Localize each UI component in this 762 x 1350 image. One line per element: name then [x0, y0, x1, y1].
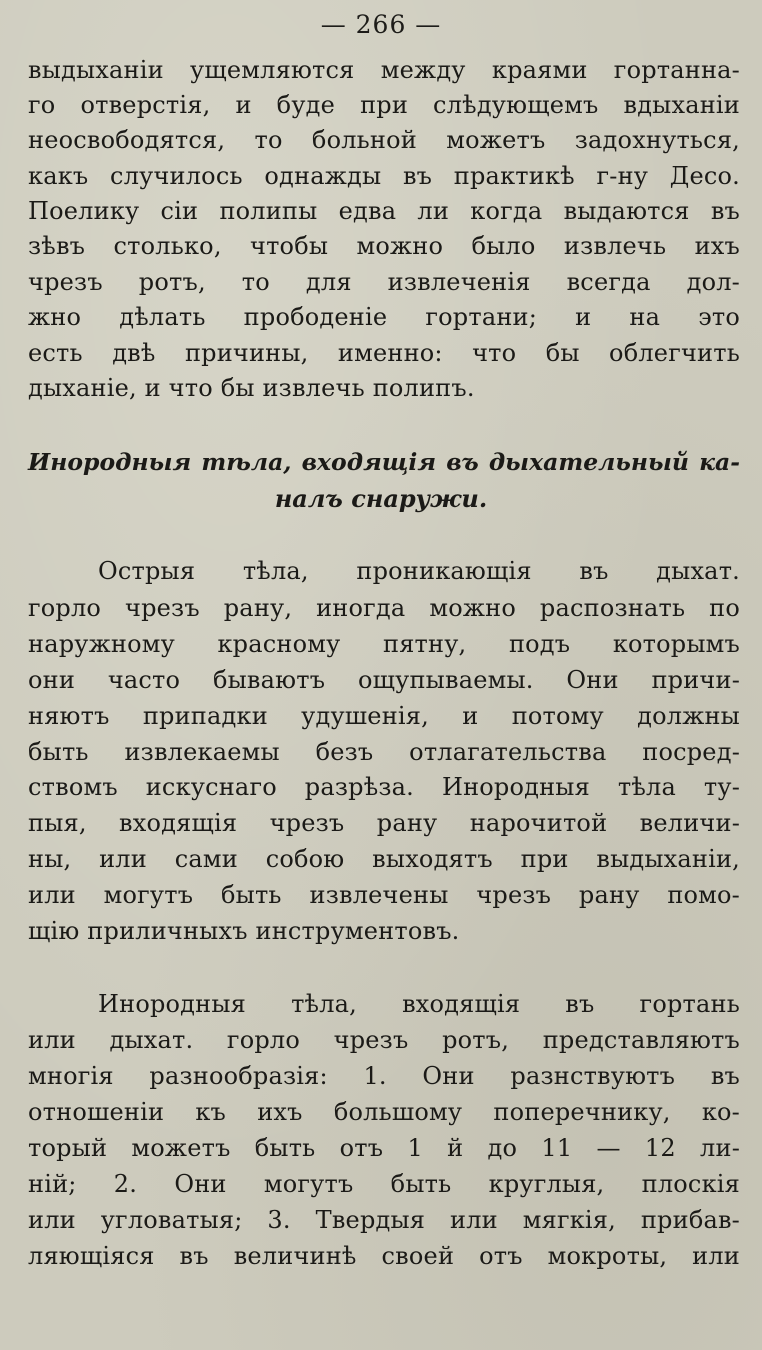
text-line: ствомъ искуснаго разрѣза. Инородныя тѣла ту- — [28, 773, 740, 801]
text-line: пыя, входящія чрезъ рану нарочитой величи- — [28, 809, 740, 837]
text-line: ній; 2. Они могутъ быть круглыя, плоскія — [28, 1170, 740, 1198]
text-line: какъ случилось однажды въ практикѣ г-ну Десо. — [28, 162, 740, 190]
text-line: дыханіе, и что бы извлечь полипъ. — [28, 374, 475, 402]
text-line: быть извлекаемы безъ отлагательства посред- — [28, 738, 740, 766]
text-line: чрезъ ротъ, то для извлеченія всегда дол- — [28, 268, 740, 296]
page-number: — 266 — — [320, 10, 442, 39]
text-line: отношеніи къ ихъ большому поперечнику, ко- — [28, 1098, 740, 1126]
text-line: есть двѣ причины, именно: что бы облегчить — [28, 339, 740, 367]
heading-line: Инородныя тѣла, входящія въ дыхательный ка- — [28, 448, 740, 476]
text-line: го отверстія, и буде при слѣдующемъ вдыханіи — [28, 91, 740, 119]
text-line: наружному красному пятну, подъ которымъ — [28, 630, 740, 658]
text-line: Острыя тѣла, проникающія въ дыхат. — [98, 557, 740, 585]
text-line: неосвободятся, то больной можетъ задохнуться, — [28, 126, 740, 154]
text-line: ны, или сами собою выходятъ при выдыханіи, — [28, 845, 740, 873]
text-line: многія разнообразія: 1. Они разнствуютъ въ — [28, 1062, 740, 1090]
text-line: Поелику сіи полипы едва ли когда выдаются въ — [28, 197, 740, 225]
text-line: ляющіяся въ величинѣ своей отъ мокроты, или — [28, 1242, 740, 1270]
text-line: или могутъ быть извлечены чрезъ рану помо- — [28, 881, 740, 909]
text-line: няютъ припадки удушенія, и потому должны — [28, 702, 740, 730]
text-line: или угловатыя; 3. Твердыя или мягкія, прибав- — [28, 1206, 740, 1234]
text-line: выдыханіи ущемляются между краями гортанна- — [28, 56, 740, 84]
text-line: щію приличныхъ инструментовъ. — [28, 917, 460, 945]
text-line: горло чрезъ рану, иногда можно распознать по — [28, 594, 740, 622]
text-line: они часто бываютъ ощупываемы. Они причи- — [28, 666, 740, 694]
text-line: или дыхат. горло чрезъ ротъ, представляютъ — [28, 1026, 740, 1054]
heading-line: налъ снаружи. — [274, 484, 488, 513]
text-line: торый можетъ быть отъ 1 й до 11 — 12 ли- — [28, 1134, 740, 1162]
text-line: Инородныя тѣла, входящія въ гортань — [98, 990, 740, 1018]
text-line: жно дѣлать прободеніе гортани; и на это — [28, 303, 740, 331]
text-line: зѣвъ столько, чтобы можно было извлечь ихъ — [28, 232, 740, 260]
